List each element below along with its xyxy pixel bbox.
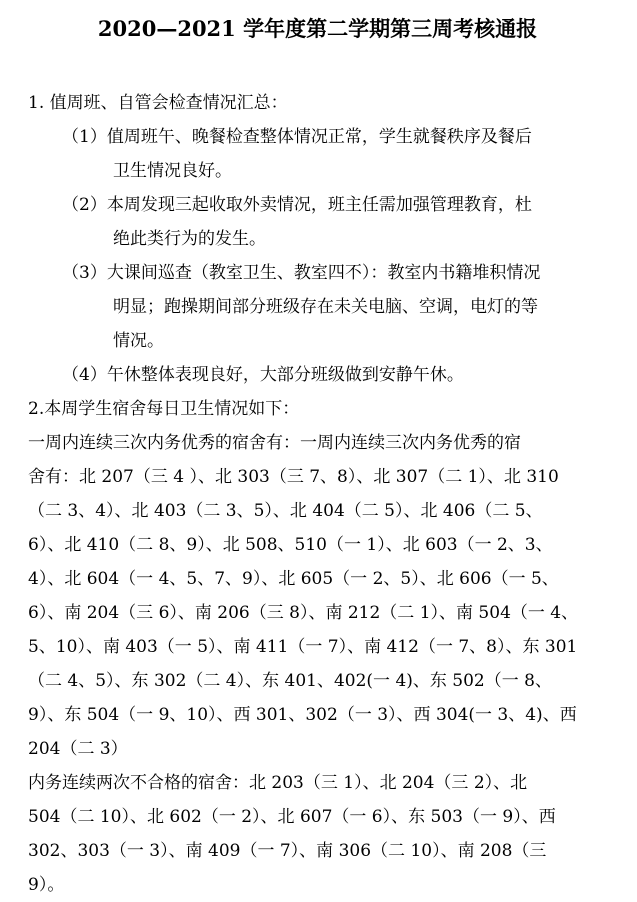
excellent-line: 6）、南 204（三 6）、南 206（三 8）、南 212（二 1）、南 504（一 4、 [28,603,579,623]
excellent-line: 舍有：北 207（三 4 ）、北 303（三 7、8）、北 307（二 1）、北 310 [28,467,559,487]
section1-heading: 1. 值周班、自管会检查情况汇总： [28,93,288,113]
section1-item-3 [28,256,607,358]
section1-item-2 [28,188,607,256]
excellent-line: （二 3、4）、北 403（二 3、5）、北 404（二 5）、北 406（二 5、 [28,501,543,521]
excellent-line: 一周内连续三次内务优秀的宿舍有：一周内连续三次内务优秀的宿 [28,433,521,453]
excellent-line: 9）、东 504（一 9、10）、西 301、302（一 3）、西 304(一 3、4)、西 [28,705,577,725]
item-1-line-2: 卫生情况良好。 [113,161,232,181]
section2-heading: 2.本周学生宿舍每日卫生情况如下： [28,399,300,419]
excellent-line: （二 4、5）、东 302（二 4）、东 401、402(一 4)、东 502（一 8、 [28,671,552,691]
failed-line: 504（二 10）、北 602（一 2）、北 607（一 6）、东 503（一 9）、西 [28,807,556,827]
document-title: 2020—2021 学年度第二学期第三周考核通报 [97,16,538,41]
item-2-line-1: （2）本周发现三起收取外卖情况，班主任需加强管理教育，杜 [62,195,532,215]
failed-line: 9）。 [28,875,65,895]
excellent-line: 6）、北 410（二 8、9）、北 508、510（一 1）、北 603（一 2、3、 [28,535,553,555]
excellent-line: 5、10）、南 403（一 5）、南 411（一 7）、南 412（一 7、8）、东 301 [28,637,578,657]
item-3-line-2: 明显；跑操期间部分班级存在未关电脑、空调，电灯的等 [113,297,538,317]
item-3-line-1: （3）大课间巡查（教室卫生、教室四不）：教室内书籍堆积情况 [62,263,541,283]
excellent-line: 4）、北 604（一 4、5、7、9）、北 605（一 2、5）、北 606（一 5、 [28,569,559,589]
excellent-dorms-paragraph [28,426,607,766]
item-2-line-2: 绝此类行为的发生。 [113,229,266,249]
failed-line: 302、303（一 3）、南 409（一 7）、南 306（二 10）、南 208（三 [28,841,547,861]
section1-item-4 [28,358,607,392]
failed-line: 内务连续两次不合格的宿舍：北 203（三 1）、北 204（三 2）、北 [28,773,528,793]
item-4-line-1: （4）午休整体表现良好，大部分班级做到安静午休。 [62,365,464,385]
failed-dorms-paragraph [28,766,607,902]
excellent-line: 204（二 3） [28,739,128,759]
item-3-line-3: 情况。 [113,331,164,351]
section1-item-1 [28,120,607,188]
item-1-line-1: （1）值周班午、晚餐检查整体情况正常，学生就餐秩序及餐后 [62,127,532,147]
